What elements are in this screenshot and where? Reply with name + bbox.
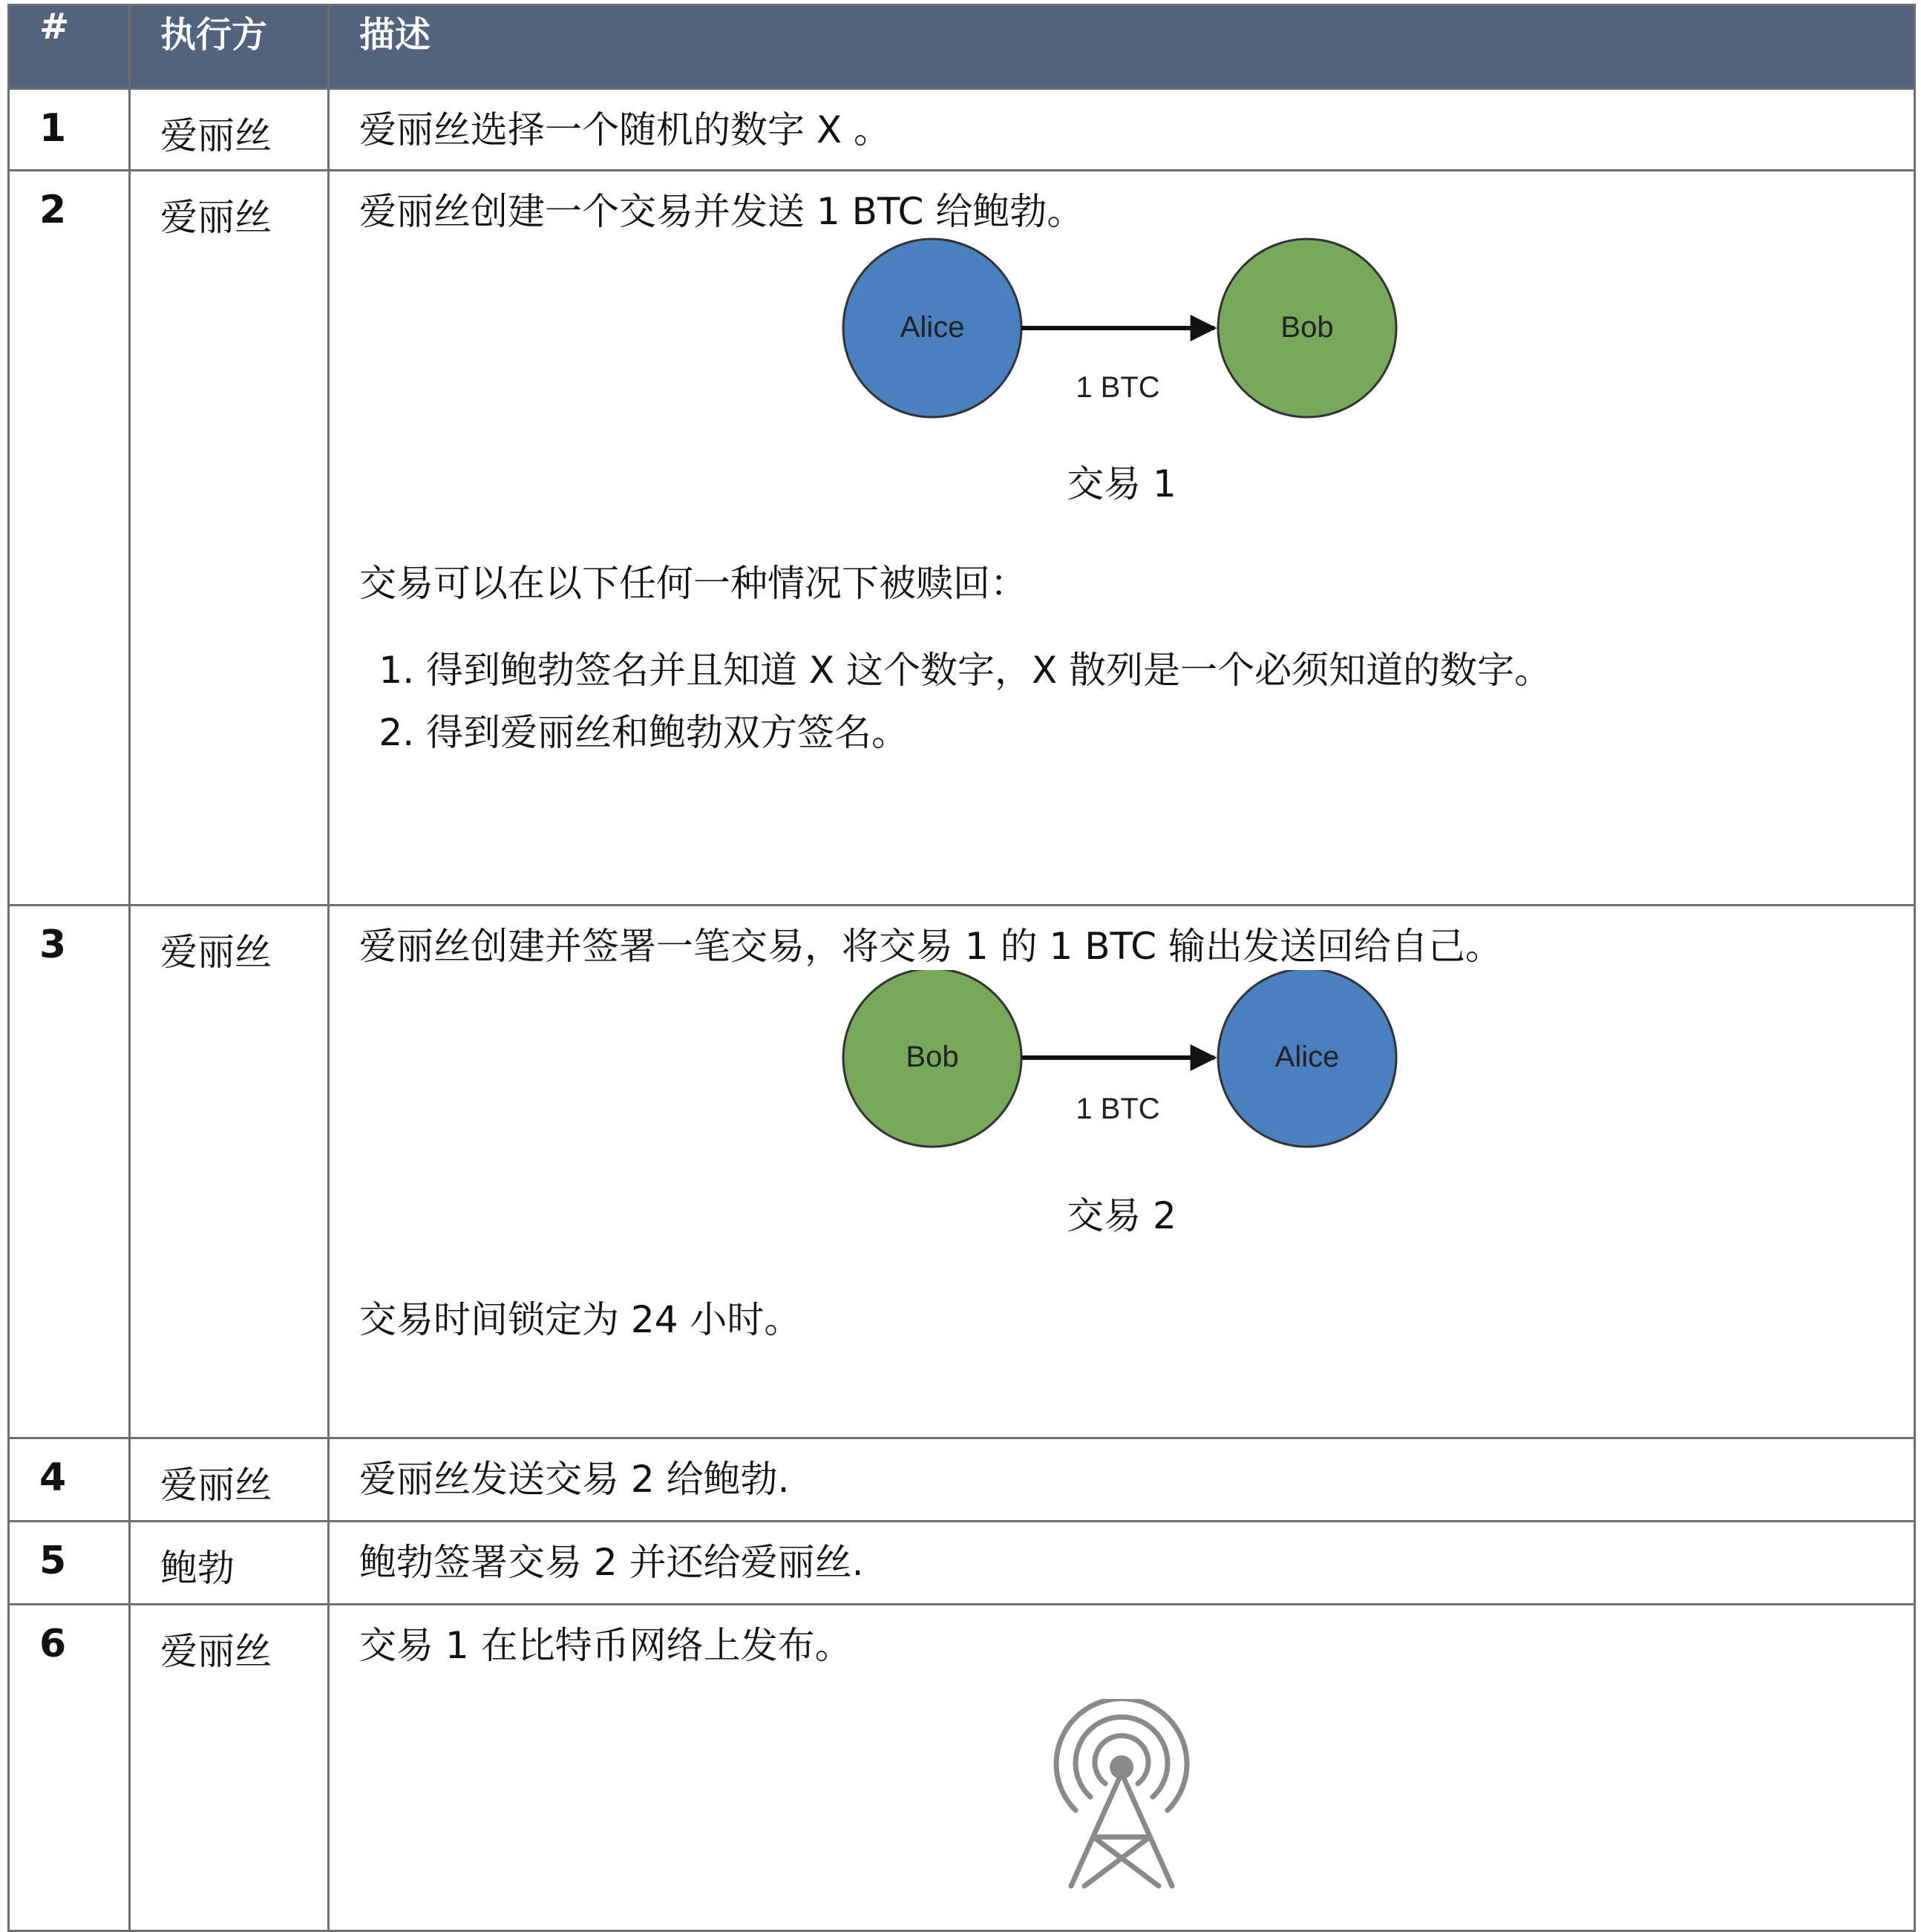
step-actor: 鲍勃 — [130, 1522, 329, 1605]
header-row — [9, 5, 1915, 89]
description-text: 爱丽丝发送交易 2 给鲍勃. — [359, 1458, 790, 1501]
step-number: 5 — [9, 1522, 130, 1605]
redeem-conditions — [359, 639, 1884, 764]
step-number: 3 — [9, 906, 130, 1438]
from-node-label: Bob — [906, 1041, 959, 1073]
header-desc: 描述 — [329, 5, 1915, 89]
step-description — [329, 906, 1915, 1438]
step-number: 6 — [9, 1605, 130, 1931]
table-row — [9, 171, 1915, 906]
step-actor: 爱丽丝 — [130, 89, 329, 171]
list-item: 2. 得到爱丽丝和鲍勃双方签名。 — [426, 701, 1884, 764]
step-actor: 爱丽丝 — [130, 1438, 329, 1522]
header-actor: 执行方 — [130, 5, 329, 89]
step-description — [329, 1605, 1915, 1931]
description-text: 爱丽丝创建一个交易并发送 1 BTC 给鲍勃。 — [359, 190, 1084, 233]
step-number: 1 — [9, 89, 130, 171]
step-actor: 爱丽丝 — [130, 1605, 329, 1931]
table-row — [9, 1522, 1915, 1605]
table-row — [9, 906, 1915, 1438]
table-row — [9, 1605, 1915, 1931]
amount-label: 1 BTC — [1076, 371, 1160, 404]
description-text: 爱丽丝创建并签署一笔交易，将交易 1 的 1 BTC 输出发送回给自己。 — [359, 925, 1502, 968]
steps-table — [7, 4, 1916, 1932]
description-text: 爱丽丝选择一个随机的数字 X 。 — [359, 108, 891, 151]
table-row — [9, 89, 1915, 171]
from-node-label: Alice — [900, 311, 965, 344]
table-row — [9, 1438, 1915, 1522]
transaction-1-diagram — [840, 235, 1404, 421]
step-description — [329, 89, 1915, 171]
to-node-label: Alice — [1274, 1041, 1340, 1073]
diagram-caption: 交易 2 — [1067, 1194, 1177, 1237]
step-actor: 爱丽丝 — [130, 906, 329, 1438]
step-description — [329, 171, 1915, 906]
description-text: 鲍勃签署交易 2 并还给爱丽丝. — [359, 1541, 864, 1584]
to-node-label: Bob — [1280, 311, 1334, 344]
redeem-intro: 交易可以在以下任何一种情况下被赎回： — [359, 562, 1027, 605]
step-number: 2 — [9, 171, 130, 906]
step-description — [329, 1438, 1915, 1522]
header-num: # — [9, 5, 130, 89]
timelock-note: 交易时间锁定为 24 小时。 — [359, 1298, 802, 1341]
broadcast-tower-icon — [1047, 1699, 1196, 1892]
description-text: 交易 1 在比特币网络上发布。 — [359, 1624, 852, 1667]
list-item: 1. 得到鲍勃签名并且知道 X 这个数字，X 散列是一个必须知道的数字。 — [426, 639, 1884, 701]
amount-label: 1 BTC — [1076, 1093, 1160, 1125]
diagram-caption: 交易 1 — [1067, 462, 1177, 505]
step-number: 4 — [9, 1438, 130, 1522]
transaction-2-diagram — [840, 970, 1404, 1156]
step-actor: 爱丽丝 — [130, 171, 329, 906]
step-description — [329, 1522, 1915, 1605]
